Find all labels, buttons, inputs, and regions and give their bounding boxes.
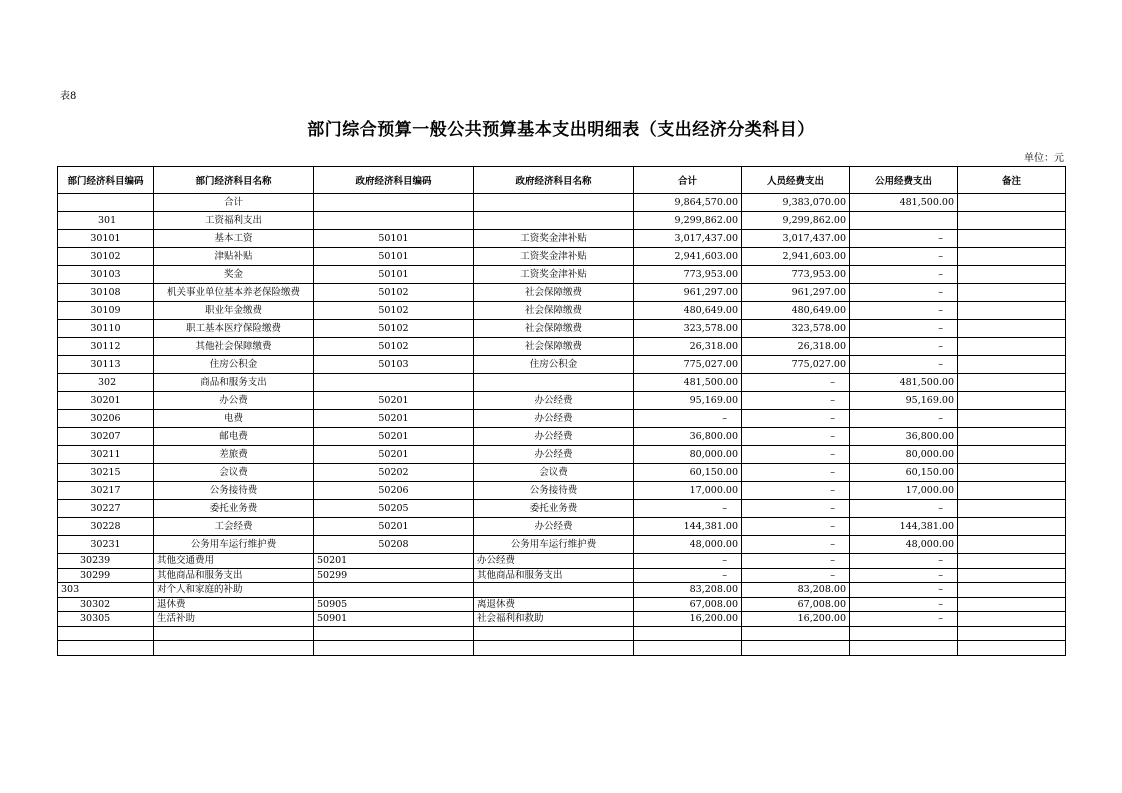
dept-code-cell: 30102: [58, 248, 154, 266]
note-cell: [958, 410, 1066, 428]
gov-name-cell: 公务接待费: [474, 482, 634, 500]
gov-code-cell: [314, 374, 474, 392]
gov-code-cell: 50201: [314, 554, 474, 569]
public-cell: –: [850, 568, 958, 583]
gov-code-cell: 50101: [314, 266, 474, 284]
table-row: [58, 338, 1066, 356]
public-cell: –: [850, 583, 958, 598]
gov-name-cell: 办公经费: [474, 518, 634, 536]
gov-code-cell: 50201: [314, 518, 474, 536]
table-row: [58, 583, 1066, 598]
header-total: 合计: [634, 167, 742, 194]
header-dept-name: 部门经济科目名称: [154, 167, 314, 194]
personnel-cell: 480,649.00: [742, 302, 850, 320]
gov-name-cell: 办公经费: [474, 428, 634, 446]
header-public: 公用经费支出: [850, 167, 958, 194]
header-note: 备注: [958, 167, 1066, 194]
gov-name-cell: 办公经费: [474, 446, 634, 464]
dept-name-cell: 公务接待费: [154, 482, 314, 500]
public-cell: –: [850, 500, 958, 518]
note-cell: [958, 374, 1066, 392]
header-gov-name: 政府经济科目名称: [474, 167, 634, 194]
table-row: [58, 392, 1066, 410]
table-row: [58, 266, 1066, 284]
gov-name-cell: 公务用车运行维护费: [474, 536, 634, 554]
total-cell: 775,027.00: [634, 356, 742, 374]
table-row: [58, 536, 1066, 554]
note-cell: [958, 356, 1066, 374]
dept-code-cell: 30108: [58, 284, 154, 302]
total-cell: 83,208.00: [634, 583, 742, 598]
total-cell: 480,649.00: [634, 302, 742, 320]
dept-name-cell: 对个人和家庭的补助: [154, 583, 314, 598]
table-row: [58, 554, 1066, 569]
personnel-cell: 773,953.00: [742, 266, 850, 284]
public-cell: –: [850, 302, 958, 320]
gov-code-cell: 50102: [314, 320, 474, 338]
dept-code-cell: 303: [58, 583, 154, 598]
empty-cell: [474, 641, 634, 656]
public-cell: –: [850, 597, 958, 612]
total-cell: 67,008.00: [634, 597, 742, 612]
table-row: [58, 320, 1066, 338]
personnel-cell: –: [742, 446, 850, 464]
gov-code-cell: 50101: [314, 248, 474, 266]
dept-name-cell: 差旅费: [154, 446, 314, 464]
public-cell: 36,800.00: [850, 428, 958, 446]
dept-name-cell: 生活补助: [154, 612, 314, 627]
personnel-cell: –: [742, 410, 850, 428]
note-cell: [958, 194, 1066, 212]
table-row: [58, 446, 1066, 464]
note-cell: [958, 482, 1066, 500]
table-row: [58, 464, 1066, 482]
table-row: [58, 612, 1066, 627]
gov-code-cell: 50101: [314, 230, 474, 248]
dept-code-cell: 30215: [58, 464, 154, 482]
dept-name-cell: 其他商品和服务支出: [154, 568, 314, 583]
table-row: [58, 212, 1066, 230]
dept-code-cell: 30227: [58, 500, 154, 518]
dept-code-cell: 30228: [58, 518, 154, 536]
total-cell: 26,318.00: [634, 338, 742, 356]
empty-cell: [958, 641, 1066, 656]
dept-name-cell: 奖金: [154, 266, 314, 284]
table-number: 表8: [60, 91, 77, 102]
note-cell: [958, 266, 1066, 284]
table-row: [58, 302, 1066, 320]
dept-name-cell: 工资福利支出: [154, 212, 314, 230]
empty-cell: [154, 641, 314, 656]
dept-name-cell: 电费: [154, 410, 314, 428]
public-cell: –: [850, 338, 958, 356]
gov-name-cell: 会议费: [474, 464, 634, 482]
total-cell: 2,941,603.00: [634, 248, 742, 266]
dept-name-cell: 机关事业单位基本养老保险缴费: [154, 284, 314, 302]
note-cell: [958, 212, 1066, 230]
dept-code-cell: [58, 194, 154, 212]
table-row: [58, 194, 1066, 212]
personnel-cell: 323,578.00: [742, 320, 850, 338]
dept-code-cell: 30211: [58, 446, 154, 464]
public-cell: –: [850, 410, 958, 428]
personnel-cell: –: [742, 500, 850, 518]
note-cell: [958, 392, 1066, 410]
dept-name-cell: 职业年金缴费: [154, 302, 314, 320]
gov-code-cell: 50102: [314, 284, 474, 302]
header-personnel: 人员经费支出: [742, 167, 850, 194]
header-dept-code: 部门经济科目编码: [58, 167, 154, 194]
gov-name-cell: 住房公积金: [474, 356, 634, 374]
gov-code-cell: 50103: [314, 356, 474, 374]
note-cell: [958, 302, 1066, 320]
total-cell: 323,578.00: [634, 320, 742, 338]
empty-cell: [742, 641, 850, 656]
table-row: [58, 482, 1066, 500]
personnel-cell: –: [742, 392, 850, 410]
total-cell: 36,800.00: [634, 428, 742, 446]
public-cell: –: [850, 230, 958, 248]
public-cell: 80,000.00: [850, 446, 958, 464]
personnel-cell: 961,297.00: [742, 284, 850, 302]
total-cell: –: [634, 410, 742, 428]
dept-code-cell: 30112: [58, 338, 154, 356]
table-row: [58, 230, 1066, 248]
dept-name-cell: 津贴补贴: [154, 248, 314, 266]
dept-code-cell: 30113: [58, 356, 154, 374]
gov-code-cell: 50102: [314, 302, 474, 320]
personnel-cell: –: [742, 568, 850, 583]
dept-name-cell: 委托业务费: [154, 500, 314, 518]
total-cell: 9,299,862.00: [634, 212, 742, 230]
note-cell: [958, 500, 1066, 518]
total-cell: 48,000.00: [634, 536, 742, 554]
personnel-cell: 9,383,070.00: [742, 194, 850, 212]
note-cell: [958, 536, 1066, 554]
dept-name-cell: 商品和服务支出: [154, 374, 314, 392]
public-cell: 481,500.00: [850, 194, 958, 212]
personnel-cell: 67,008.00: [742, 597, 850, 612]
gov-code-cell: 50202: [314, 464, 474, 482]
table-row: [58, 568, 1066, 583]
personnel-cell: 16,200.00: [742, 612, 850, 627]
dept-name-cell: 退休费: [154, 597, 314, 612]
gov-code-cell: 50901: [314, 612, 474, 627]
total-cell: 60,150.00: [634, 464, 742, 482]
gov-code-cell: 50201: [314, 392, 474, 410]
gov-name-cell: 工资奖金津补贴: [474, 248, 634, 266]
total-cell: –: [634, 568, 742, 583]
total-cell: 481,500.00: [634, 374, 742, 392]
dept-name-cell: 其他社会保障缴费: [154, 338, 314, 356]
gov-name-cell: 工资奖金津补贴: [474, 230, 634, 248]
personnel-cell: –: [742, 464, 850, 482]
empty-cell: [58, 626, 154, 641]
dept-code-cell: 30239: [58, 554, 154, 569]
empty-cell: [958, 626, 1066, 641]
gov-code-cell: [314, 194, 474, 212]
total-cell: 80,000.00: [634, 446, 742, 464]
dept-name-cell: 公务用车运行维护费: [154, 536, 314, 554]
public-cell: 17,000.00: [850, 482, 958, 500]
gov-code-cell: 50905: [314, 597, 474, 612]
dept-code-cell: 30299: [58, 568, 154, 583]
dept-code-cell: 30305: [58, 612, 154, 627]
note-cell: [958, 248, 1066, 266]
total-cell: 3,017,437.00: [634, 230, 742, 248]
personnel-cell: 775,027.00: [742, 356, 850, 374]
dept-code-cell: 30110: [58, 320, 154, 338]
public-cell: 95,169.00: [850, 392, 958, 410]
table-row: [58, 356, 1066, 374]
total-cell: 17,000.00: [634, 482, 742, 500]
public-cell: 481,500.00: [850, 374, 958, 392]
note-cell: [958, 568, 1066, 583]
public-cell: 48,000.00: [850, 536, 958, 554]
note-cell: [958, 320, 1066, 338]
gov-name-cell: 其他商品和服务支出: [474, 568, 634, 583]
empty-cell: [850, 641, 958, 656]
note-cell: [958, 464, 1066, 482]
dept-name-cell: 办公费: [154, 392, 314, 410]
gov-code-cell: 50201: [314, 428, 474, 446]
empty-cell: [634, 641, 742, 656]
empty-cell: [154, 626, 314, 641]
dept-code-cell: 30103: [58, 266, 154, 284]
empty-cell: [474, 626, 634, 641]
table-row: [58, 374, 1066, 392]
gov-name-cell: 工资奖金津补贴: [474, 266, 634, 284]
personnel-cell: –: [742, 536, 850, 554]
table-row: [58, 284, 1066, 302]
personnel-cell: 3,017,437.00: [742, 230, 850, 248]
note-cell: [958, 518, 1066, 536]
table-row: [58, 597, 1066, 612]
empty-cell: [850, 626, 958, 641]
dept-name-cell: 住房公积金: [154, 356, 314, 374]
gov-name-cell: 社会保障缴费: [474, 320, 634, 338]
dept-code-cell: 301: [58, 212, 154, 230]
total-cell: –: [634, 500, 742, 518]
empty-cell: [314, 641, 474, 656]
personnel-cell: 26,318.00: [742, 338, 850, 356]
public-cell: [850, 212, 958, 230]
personnel-cell: –: [742, 374, 850, 392]
gov-name-cell: 办公经费: [474, 392, 634, 410]
total-cell: 16,200.00: [634, 612, 742, 627]
budget-detail-table: [57, 166, 1066, 656]
page-title: 部门综合预算一般公共预算基本支出明细表（支出经济分类科目）: [307, 120, 815, 140]
dept-name-cell: 会议费: [154, 464, 314, 482]
gov-name-cell: 社会保障缴费: [474, 338, 634, 356]
personnel-cell: 83,208.00: [742, 583, 850, 598]
gov-name-cell: [474, 212, 634, 230]
dept-code-cell: 30207: [58, 428, 154, 446]
gov-code-cell: 50102: [314, 338, 474, 356]
gov-code-cell: [314, 212, 474, 230]
gov-name-cell: 离退休费: [474, 597, 634, 612]
gov-name-cell: 社会保障缴费: [474, 302, 634, 320]
note-cell: [958, 428, 1066, 446]
header-row: [58, 167, 1066, 194]
gov-code-cell: 50201: [314, 410, 474, 428]
public-cell: –: [850, 284, 958, 302]
dept-code-cell: 30101: [58, 230, 154, 248]
dept-code-cell: 30109: [58, 302, 154, 320]
gov-code-cell: 50208: [314, 536, 474, 554]
gov-name-cell: 办公经费: [474, 410, 634, 428]
dept-name-cell: 合计: [154, 194, 314, 212]
header-gov-code: 政府经济科目编码: [314, 167, 474, 194]
empty-row: [58, 626, 1066, 641]
dept-code-cell: 30206: [58, 410, 154, 428]
note-cell: [958, 612, 1066, 627]
dept-code-cell: 30201: [58, 392, 154, 410]
personnel-cell: 9,299,862.00: [742, 212, 850, 230]
dept-code-cell: 30231: [58, 536, 154, 554]
total-cell: 961,297.00: [634, 284, 742, 302]
public-cell: –: [850, 612, 958, 627]
table-row: [58, 500, 1066, 518]
note-cell: [958, 338, 1066, 356]
dept-name-cell: 其他交通费用: [154, 554, 314, 569]
public-cell: –: [850, 356, 958, 374]
personnel-cell: 2,941,603.00: [742, 248, 850, 266]
gov-name-cell: [474, 374, 634, 392]
personnel-cell: –: [742, 482, 850, 500]
dept-code-cell: 302: [58, 374, 154, 392]
note-cell: [958, 446, 1066, 464]
table-row: [58, 248, 1066, 266]
total-cell: 144,381.00: [634, 518, 742, 536]
gov-name-cell: 社会保障缴费: [474, 284, 634, 302]
gov-code-cell: [314, 583, 474, 598]
note-cell: [958, 597, 1066, 612]
total-cell: –: [634, 554, 742, 569]
note-cell: [958, 284, 1066, 302]
personnel-cell: –: [742, 518, 850, 536]
table-row: [58, 518, 1066, 536]
note-cell: [958, 583, 1066, 598]
empty-cell: [742, 626, 850, 641]
gov-name-cell: [474, 194, 634, 212]
unit-label: 单位：元: [1024, 153, 1064, 164]
dept-code-cell: 30302: [58, 597, 154, 612]
dept-name-cell: 邮电费: [154, 428, 314, 446]
gov-code-cell: 50205: [314, 500, 474, 518]
table-row: [58, 428, 1066, 446]
gov-name-cell: 办公经费: [474, 554, 634, 569]
empty-cell: [58, 641, 154, 656]
empty-cell: [314, 626, 474, 641]
gov-name-cell: [474, 583, 634, 598]
gov-name-cell: 社会福利和救助: [474, 612, 634, 627]
total-cell: 9,864,570.00: [634, 194, 742, 212]
empty-cell: [634, 626, 742, 641]
public-cell: 60,150.00: [850, 464, 958, 482]
dept-name-cell: 职工基本医疗保险缴费: [154, 320, 314, 338]
public-cell: –: [850, 554, 958, 569]
note-cell: [958, 554, 1066, 569]
total-cell: 95,169.00: [634, 392, 742, 410]
dept-name-cell: 基本工资: [154, 230, 314, 248]
personnel-cell: –: [742, 554, 850, 569]
dept-code-cell: 30217: [58, 482, 154, 500]
total-cell: 773,953.00: [634, 266, 742, 284]
public-cell: –: [850, 266, 958, 284]
empty-row: [58, 641, 1066, 656]
gov-code-cell: 50206: [314, 482, 474, 500]
public-cell: –: [850, 248, 958, 266]
table-row: [58, 410, 1066, 428]
public-cell: 144,381.00: [850, 518, 958, 536]
public-cell: –: [850, 320, 958, 338]
gov-code-cell: 50201: [314, 446, 474, 464]
dept-name-cell: 工会经费: [154, 518, 314, 536]
note-cell: [958, 230, 1066, 248]
personnel-cell: –: [742, 428, 850, 446]
gov-code-cell: 50299: [314, 568, 474, 583]
gov-name-cell: 委托业务费: [474, 500, 634, 518]
